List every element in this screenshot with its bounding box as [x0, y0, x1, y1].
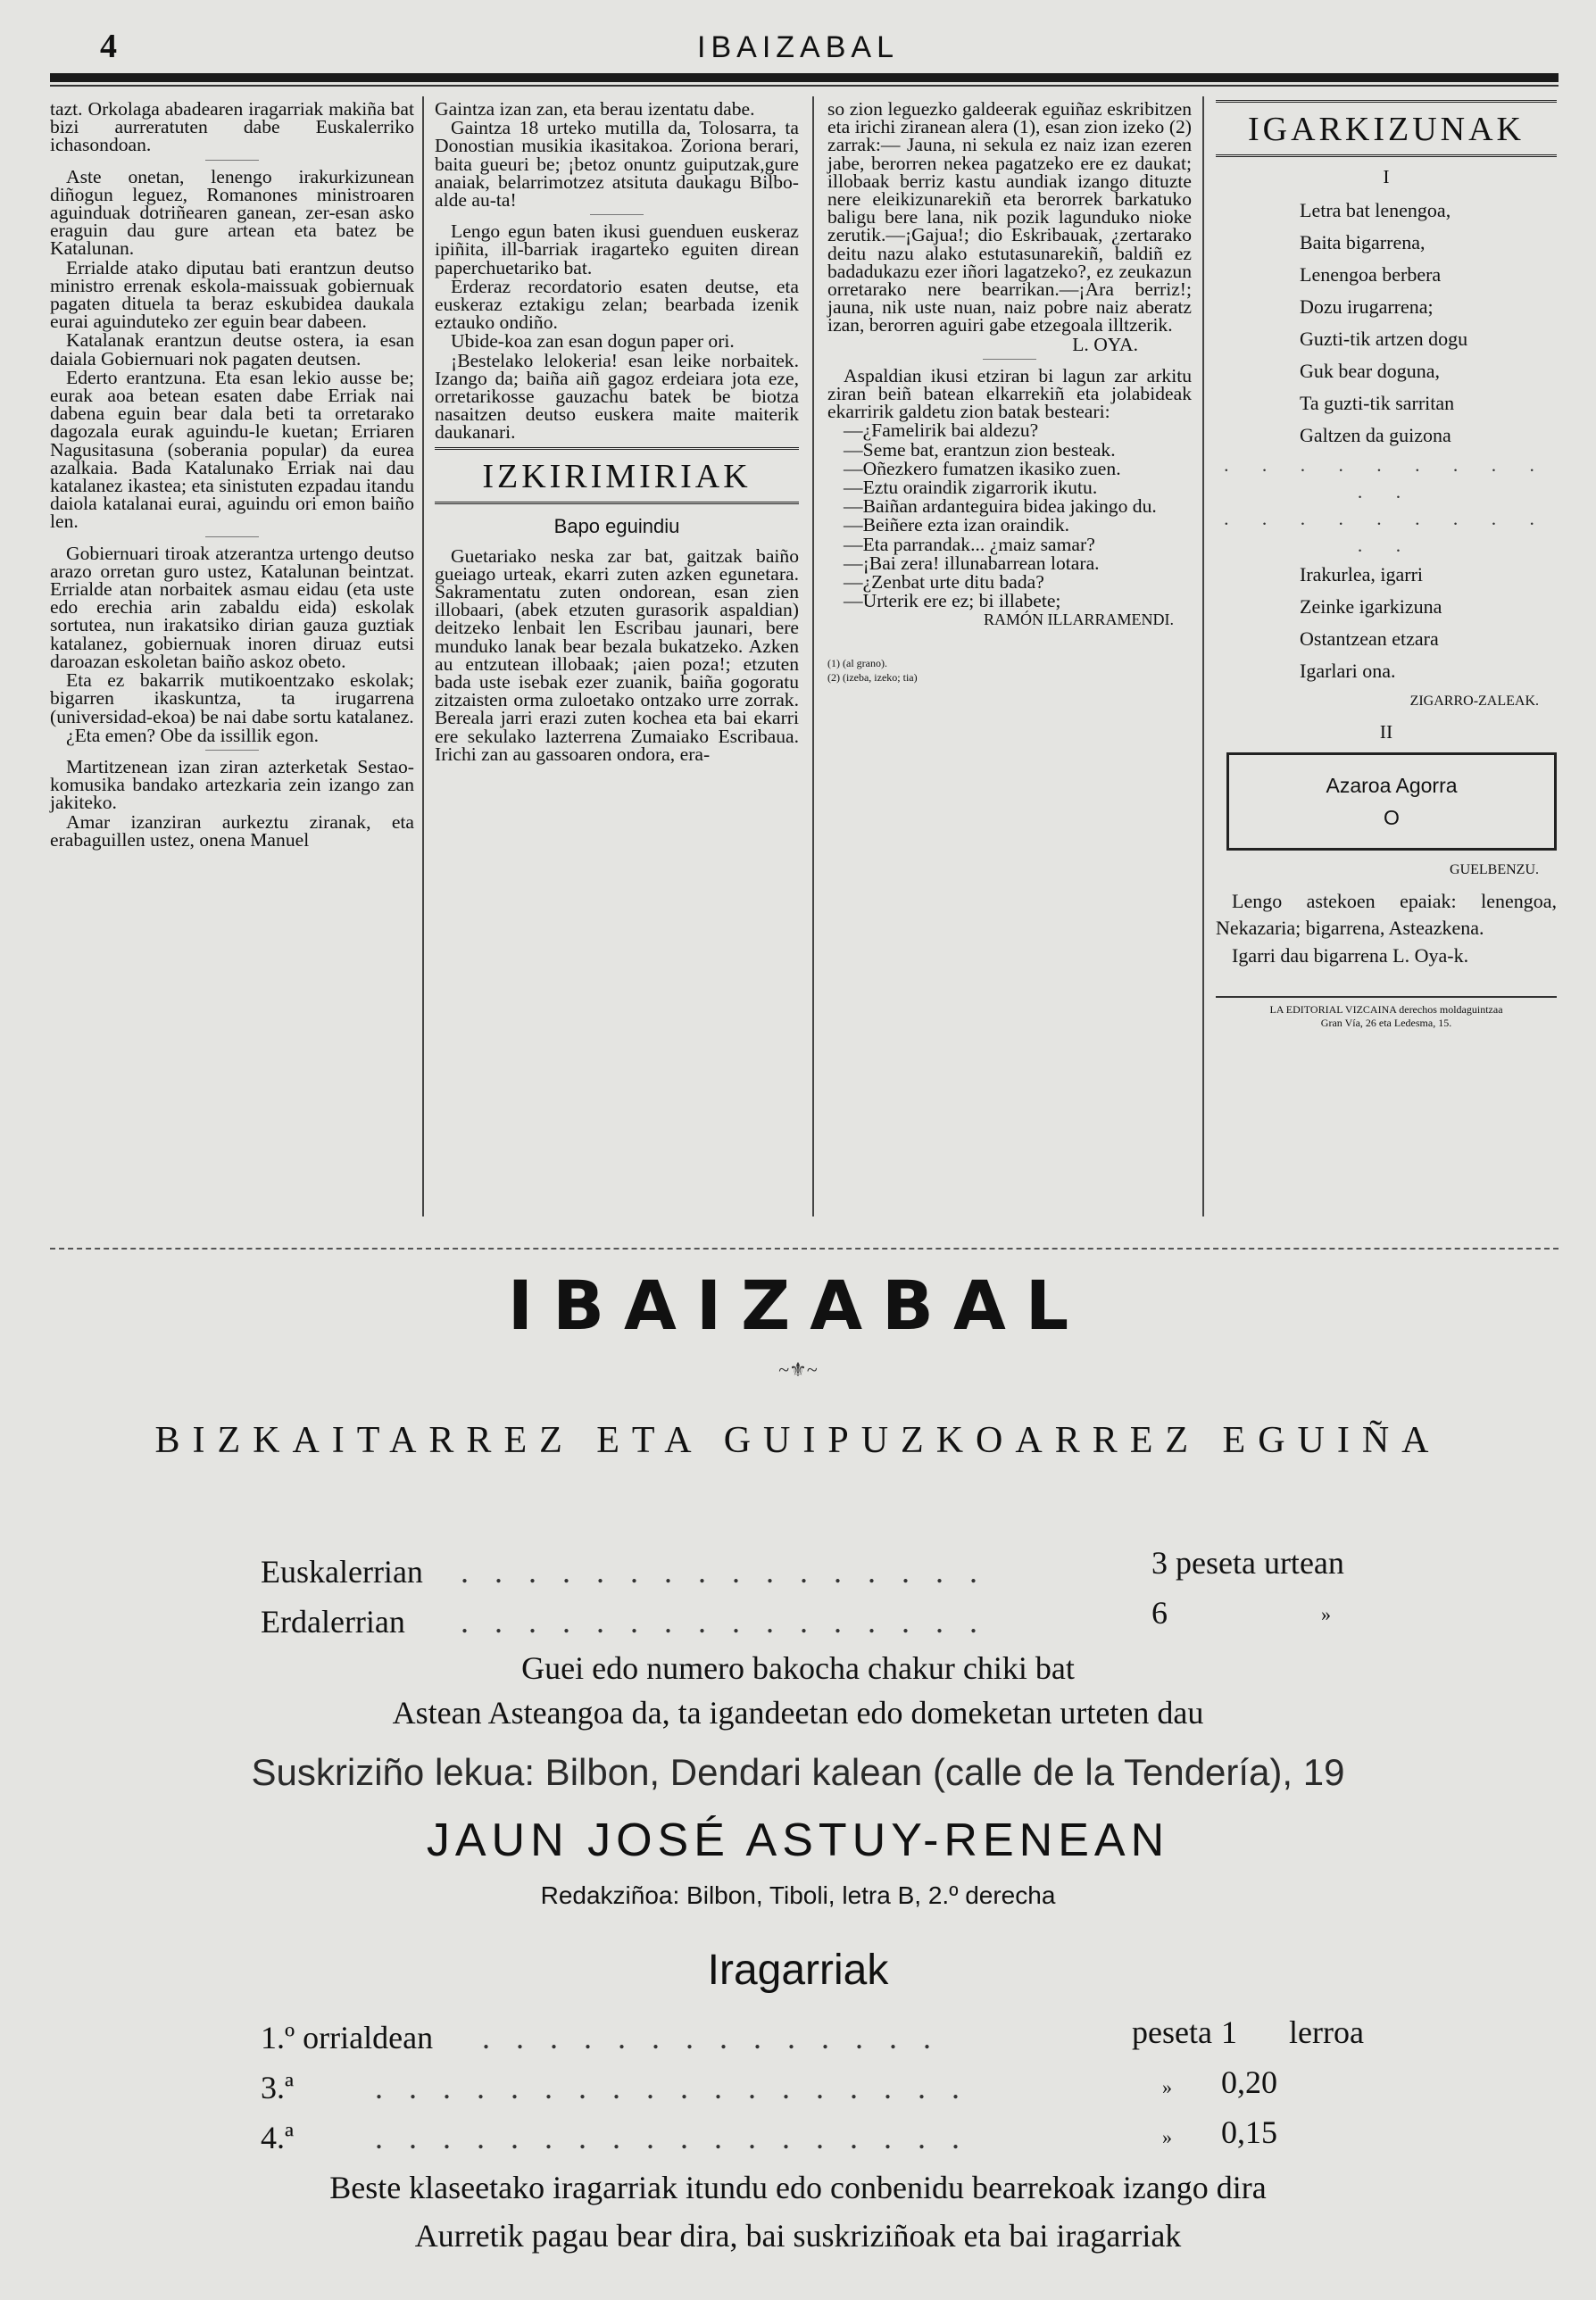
column-4: [1216, 100, 1557, 1030]
dialogue-line: —Baiñan ardanteguira bidea jakingo du.: [844, 495, 1157, 518]
verse-line: Igarlari ona.: [1300, 660, 1396, 683]
verse-line: Irakurlea, igarri: [1300, 563, 1424, 586]
column-2: [435, 100, 799, 764]
paragraph: Katalanak erantzun deutse ostera, ia esan daiala Gobiernuari nok pagaten deutsen.: [50, 329, 414, 369]
publisher-name: JAUN JOSÉ ASTUY-RENEAN: [426, 1814, 1170, 1866]
note: Guei edo numero bakocha chakur chiki bat: [521, 1650, 1075, 1686]
ditto-mark: »: [1162, 2076, 1172, 2098]
subscription-address: Suskriziño lekua: Bilbon, Dendari kalean (calle de la Tendería), 19: [251, 1751, 1345, 1793]
paragraph: ¿Eta emen? Obe da issillik egon.: [66, 724, 320, 746]
separator: [590, 214, 644, 215]
author-signature: RAMÓN ILLARRAMENDI.: [984, 610, 1174, 629]
verse-line: Zeinke igarkizuna: [1300, 595, 1442, 619]
paragraph: Erderaz recordatorio esaten deutse, eta euskeraz eztakigu zelan; bearbada izenik eztauko ondiño.: [435, 275, 799, 334]
dotted-separator: . . . . . . . . . . .: [1224, 508, 1549, 557]
separator: [205, 536, 259, 537]
verse-line: Ta guzti-tik sarritan: [1300, 392, 1455, 415]
signature: ZIGARRO-ZALEAK.: [1409, 693, 1539, 710]
printer-address: Gran Vía, 26 eta Ledesma, 15.: [1320, 1016, 1452, 1029]
paragraph: Gobiernuari tiroak atzerantza urtengo deutso arazo orretan guro ustez, Katalunan beintzat. Errialde atan norbaitek asmau eidau (eta uste edo erechia arin zabaldu eida) eskolak sortutea, nun irakatsiko dirian gauza guztiak katalanez, gobiernuak inoren diruaz eutsi daroazan eskoletan baiño askoz obeto.: [50, 542, 414, 672]
dialogue-line: —Oñezkero fumatzen ikasiko zuen.: [844, 457, 1121, 479]
footnote: (1) (al grano).: [827, 656, 887, 669]
leader-dots: . . . . . . . . . . . . . . . .: [461, 1604, 986, 1640]
masthead-title: IBAIZABAL: [697, 30, 899, 64]
note: Aurretik pagau bear dira, bai suskriziñoak eta bai iragarriak: [414, 2218, 1182, 2254]
paragraph: Gaintza 18 urteko mutilla da, Tolosarra, ta Donostian musikia ikasitakoa. Zoriona berari, baita gueuri be; ¡betoz onuntz guiputzak,gure anaiak, belarrimotzez atsituta daukagu Bilbo-alde au-ta!: [435, 117, 799, 212]
section-title: IGARKIZUNAK: [1216, 100, 1557, 157]
dialogue-line: —Eta parrandak... ¿maiz samar?: [844, 533, 1095, 555]
paragraph: Gaintza izan zan, eta berau izentatu dabe.: [435, 98, 755, 120]
ornament: ~⚜~: [778, 1358, 818, 1381]
price-value: 3 peseta urtean: [1151, 1545, 1344, 1581]
paragraph: Eta ez bakarrik mutikoentzako eskolak; bigarren ikaskuntza, ta irugarrena (universidad-ekoa) be nai dabe sortu katalanez.: [50, 669, 414, 727]
riddle-box-title: Azaroa Agorra: [1326, 773, 1458, 797]
dialogue-line: —¿Famelirik bai aldezu?: [844, 419, 1039, 442]
note: Astean Asteangoa da, ta igandeetan edo domeketan urteten dau: [392, 1695, 1204, 1731]
leader-dots: . . . . . . . . . . . . . . . . . .: [375, 2070, 968, 2105]
column-3: [827, 100, 1192, 685]
riddle-number: II: [1379, 721, 1393, 743]
verse-line: Baita bigarrena,: [1300, 231, 1426, 254]
footnote: (2) (izeba, izeko; tia): [827, 670, 918, 684]
ditto-mark: »: [1162, 2126, 1172, 2148]
separator: [205, 750, 259, 751]
ad-rate-value: 0,15: [1221, 2114, 1277, 2150]
paragraph: Ubide-koa zan esan dogun paper ori.: [451, 330, 735, 353]
section-subtitle: Bapo eguindiu: [553, 514, 680, 537]
riddle-box: [1226, 752, 1557, 851]
printer-name: LA EDITORIAL VIZCAINA derechos moldaguintzaa: [1216, 996, 1557, 1017]
verse-line: Galtzen da guizona: [1300, 424, 1451, 447]
dialogue-line: —¿Zenbat urte ditu bada?: [844, 571, 1044, 594]
page-number: 4: [100, 28, 117, 65]
ad-rate-label: 4.ª: [261, 2120, 294, 2155]
verse-line: Dozu irugarrena;: [1300, 295, 1434, 319]
leader-dots: . . . . . . . . . . . . . . . . . .: [375, 2120, 968, 2155]
riddle-verse: [1216, 195, 1557, 452]
ad-rate-label: 3.ª: [261, 2070, 294, 2105]
paragraph: Aspaldian ikusi etziran bi lagun zar arkitu ziran beiñ batean elkarrekiñ eta jolabideak ekarririk galdetu zion batak besteari:: [827, 364, 1192, 423]
ad-rate-value: 1: [1221, 2014, 1237, 2050]
author-signature: L. OYA.: [1072, 333, 1138, 355]
ad-rate-value: 0,20: [1221, 2064, 1277, 2100]
dialogue-line: —¡Bai zera! illunabarrean lotara.: [844, 552, 1100, 574]
separator: [983, 359, 1036, 360]
dialogue-line: —Urterik ere ez; bi illabete;: [844, 590, 1061, 612]
riddle-box-letter: O: [1384, 805, 1400, 829]
verse-line: Guzti-tik artzen dogu: [1300, 328, 1468, 351]
answers: Igarri dau bigarrena L. Oya-k.: [1232, 943, 1469, 967]
header-rule: [50, 73, 1559, 82]
column-divider: [812, 96, 814, 1216]
column-1: [50, 100, 414, 850]
ad-rate-suffix: lerroa: [1289, 2014, 1364, 2050]
paragraph: Amar izanziran aurkeztu ziranak, eta erabaguillen ustez, onena Manuel: [50, 810, 414, 851]
dialogue-line: —Eztu oraindik zigarrorik ikutu.: [844, 477, 1098, 499]
paragraph: Aste onetan, lenengo irakurkizunean diñogun leguez, Romanones ministroaren aguinduak dotriñearen ganean, zer-esan asko eraguin dau gure artean eta batez be Katalunan.: [50, 165, 414, 260]
column-divider: [1202, 96, 1204, 1216]
paragraph: Errialde atako diputau bati erantzun deutso ministro errenak eskola-maissuak gobiernuak pagaten dituela ta beraz eskubidea daukala eurai aguinduteko zer eguin bear dabeen.: [50, 256, 414, 333]
paragraph: Guetariako neska zar bat, gaitzak baiño gueiago urteak, ekarri zuten azken egunetara. Sakramentatu zuten ondorean, esan zien illobaari, (abek etzuten gurasorik aspaldian) deitzeko lenbait len Escribau jaunari, bere munduko lanak bear bezala bukatzeko. Azken au entzutean illobaak; ¡aien poza!; etzuten bada uste isebak ezer zuanik, baiña gogoratu zitzaisten orma zuloetako ontzako urre zorrak. Bereala jarri erazi zuten kochea eta bai ekarri ere sekulako lazterrena Zumaiako Escribaua. Irichi zan au gassoaren ondora, era-: [435, 544, 799, 765]
separator: [205, 160, 259, 161]
section-title: IZKIRIMIRIAK: [435, 447, 799, 504]
signature: GUELBENZU.: [1450, 861, 1539, 877]
dialogue-line: —Beiñere ezta izan oraindik.: [844, 514, 1070, 536]
paragraph: tazt. Orkolaga abadearen iragarriak makiña bat bizi aurreratuten dabe Euskalerriko ichasondoan.: [50, 98, 414, 156]
paragraph: Lengo egun baten ikusi guenduen euskeraz ipiñita, ill-barriak iragarteko eguiten direan paperchuetariko bat.: [435, 220, 799, 278]
ads-title: Iragarriak: [707, 1947, 889, 1994]
column-divider: [422, 96, 424, 1216]
dotted-separator: . . . . . . . . . . .: [1224, 454, 1549, 503]
footer-rule: [50, 1248, 1559, 1255]
leader-dots: . . . . . . . . . . . . . .: [482, 2020, 940, 2055]
paragraph: ¡Bestelako lelokeria! esan leike norbaitek. Izango da; baiña aiñ gagoz erdeiara jota eze, orretarikosse gauzachu batek be biotza nasaitzen deutso euskera maite maiterik daukanari.: [435, 349, 799, 444]
ad-rate-unit: peseta: [1132, 2014, 1212, 2050]
price-label: Erdalerrian: [261, 1604, 405, 1640]
leader-dots: . . . . . . . . . . . . . . . .: [461, 1554, 986, 1590]
verse-line: Letra bat lenengoa,: [1300, 199, 1451, 222]
verse-line: Lenengoa berbera: [1300, 263, 1442, 286]
note: Beste klaseetako iragarriak itundu edo conbenidu bearrekoak izango dira: [329, 2170, 1267, 2205]
paragraph: Ederto erantzuna. Eta esan lekio ausse be; eurak aoa betean esaten dabe Erriak nai dabena eguin bear dala beti ta orretarako dagozala eurak aguindu-le kuetan; Erriaren Nagusitasuna (soberania popular) da eurea azalkaia. Bada Katalunako Erriak nai dau katalanez ikastea; eta sinistuten ezpadau itandu daiola katalanai eurai, aguindu ori emon baiño len.: [50, 366, 414, 533]
redaction-address: Redakziñoa: Bilbon, Tiboli, letra B, 2.º derecha: [540, 1881, 1056, 1909]
price-label: Euskalerrian: [261, 1554, 423, 1590]
footer-subtitle: BIZKAITARREZ ETA GUIPUZKOARREZ EGUIÑA: [154, 1420, 1442, 1461]
paragraph: Martitzenean izan ziran azterketak Sestao-komusika bandako artezkaria zein izango zan jakiteko.: [50, 755, 414, 814]
footer-title: IBAIZABAL: [507, 1266, 1089, 1345]
verse-line: Guk bear doguna,: [1300, 360, 1441, 383]
price-value: 6: [1151, 1595, 1168, 1631]
answers: Lengo astekoen epaiak: lenengoa, Nekazaria; bigarrena, Asteazkena.: [1216, 889, 1557, 939]
riddle-verse: [1216, 559, 1557, 687]
verse-line: Ostantzean etzara: [1300, 627, 1439, 651]
ad-rate-label: 1.º orrialdean: [261, 2020, 434, 2055]
header-rule-thin: [50, 85, 1559, 87]
paragraph: so zion leguezko galdeerak eguiñaz eskribitzen eta irichi ziranean alera (1), esan zion izeko (2) zarrak:— Jauna, ni sekula ez naiz izan ezeren jabe, berorren nekea pagatzeko ere ez daukat; illobaak berriz kastu aundiak izango dituzte nere eleikizunarekiñ eta berorrek barkatuko baligu bere lana, nik pozik lagunduko nioke zerutik.—¡Gajua!; dio Eskribauak, ¿zertarako deitu nazu alako estutasunarekiñ, baldiñ ez badadukazu ezer iñori lagatzeko?, ez zeukazun orretarako nere bearrikan.—¡Ara berriz!; jauna, nik uste nuan, naiz pobre naiz aberatz izan, berorren aguiri gabe etzegoala illtzerik.: [827, 98, 1192, 336]
dialogue-line: —Seme bat, erantzun zion besteak.: [844, 438, 1116, 461]
ditto-mark: »: [1321, 1603, 1331, 1625]
riddle-number: I: [1383, 166, 1390, 187]
